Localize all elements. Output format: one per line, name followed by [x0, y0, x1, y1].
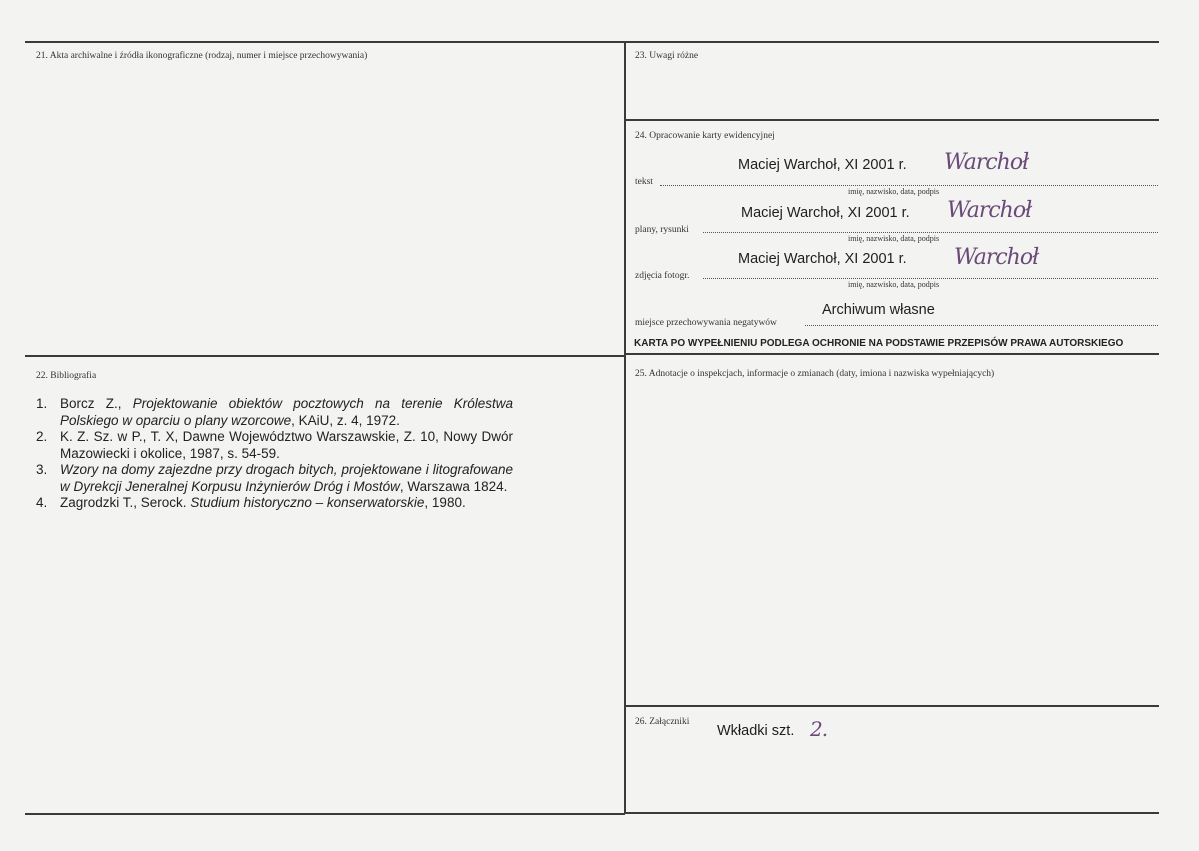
section25-top-border — [624, 353, 1159, 355]
right-bottom-border — [624, 812, 1159, 814]
negatives-dotted-line — [805, 325, 1158, 326]
top-border — [25, 41, 1159, 43]
zdjecia-value: Maciej Warchoł, XI 2001 r. — [738, 251, 907, 267]
attachments-value: Wkładki szt. — [717, 723, 795, 739]
section23-label: 23. Uwagi różne — [635, 51, 699, 61]
bibliography-item: 3. Wzory na domy zajezdne przy drogach bitych, projektowane i litografowane w Dyrekcji Jeneralnej Korpusu Inżynierów Dróg i Mostów, Warszawa 1824. — [36, 462, 513, 494]
plany-label: plany, rysunki — [635, 225, 689, 235]
plany-signature: Warchoł — [947, 198, 1032, 223]
attachments-count: 2. — [810, 717, 828, 741]
negatives-label: miejsce przechowywania negatywów — [635, 318, 777, 328]
plany-caption: imię, nazwisko, data, podpis — [848, 234, 940, 243]
tekst-label: tekst — [635, 177, 653, 187]
zdjecia-signature: Warchoł — [954, 245, 1039, 270]
bibliography-item: 4. Zagrodzki T., Serock. Studium historyczno – konserwatorskie, 1980. — [36, 495, 466, 510]
tekst-value: Maciej Warchoł, XI 2001 r. — [738, 157, 907, 173]
tekst-signature: Warchoł — [944, 150, 1029, 175]
section26-top-border — [624, 705, 1159, 707]
plany-dotted-line — [703, 232, 1158, 233]
section21-label: 21. Akta archiwalne i źródła ikonograficzne (rodzaj, numer i miejsce przechowywania) — [36, 51, 368, 61]
bibliography-list — [36, 396, 513, 512]
bibliography-item: 2. K. Z. Sz. w P., T. X, Dawne Województwo Warszawskie, Z. 10, Nowy Dwór Mazowiecki i okolice, 1987, s. 54-59. — [36, 429, 513, 461]
bibliography-item: 1. Borcz Z., Projektowanie obiektów pocztowych na terenie Królestwa Polskiego w oparciu o plany wzorcowe, KAiU, z. 4, 1972. — [36, 396, 513, 428]
section26-label: 26. Załączniki — [635, 717, 690, 727]
left-middle-border — [25, 355, 624, 357]
tekst-caption: imię, nazwisko, data, podpis — [848, 187, 940, 196]
section24-top-border — [624, 119, 1159, 121]
center-divider — [624, 41, 626, 814]
zdjecia-caption: imię, nazwisko, data, podpis — [848, 280, 940, 289]
negatives-value: Archiwum własne — [822, 302, 935, 318]
plany-value: Maciej Warchoł, XI 2001 r. — [741, 205, 910, 221]
zdjecia-dotted-line — [703, 278, 1158, 279]
tekst-dotted-line — [660, 185, 1158, 186]
section22-label: 22. Bibliografia — [36, 371, 97, 381]
left-bottom-border — [25, 813, 625, 815]
copyright-notice: KARTA PO WYPEŁNIENIU PODLEGA OCHRONIE NA PODSTAWIE PRZEPISÓW PRAWA AUTORSKIEGO — [634, 338, 1124, 349]
section24-label: 24. Opracowanie karty ewidencyjnej — [635, 131, 775, 141]
section25-label: 25. Adnotacje o inspekcjach, informacje o zmianach (daty, imiona i nazwiska wypełniających) — [635, 369, 995, 379]
zdjecia-label: zdjęcia fotogr. — [635, 271, 690, 281]
